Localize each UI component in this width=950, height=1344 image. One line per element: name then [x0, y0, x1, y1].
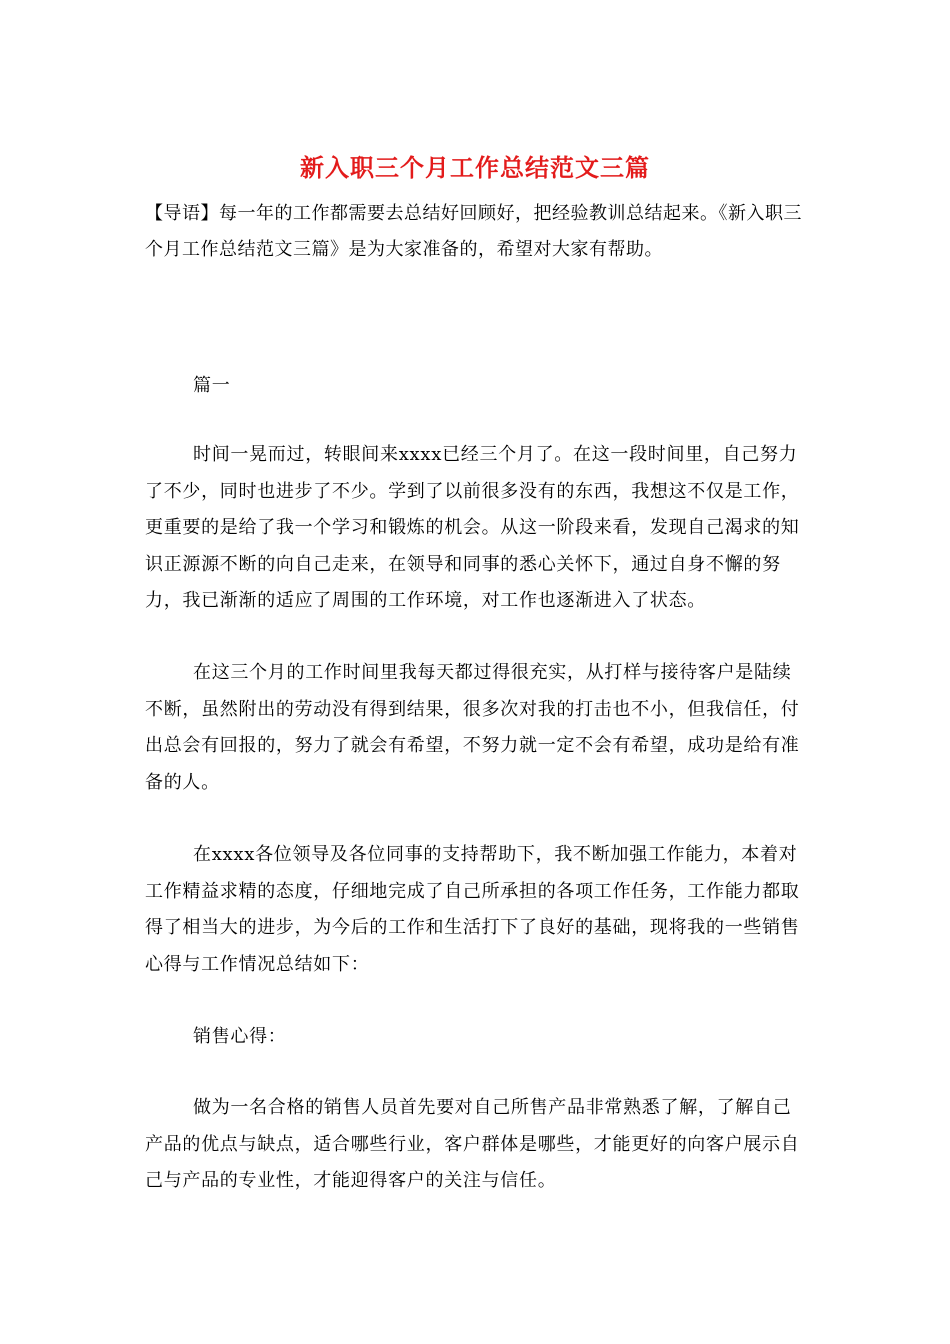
body-paragraph: 在xxxx各位领导及各位同事的支持帮助下，我不断加强工作能力，本着对工作精益求精的态度，仔细地完成了自己所承担的各项工作任务，工作能力都取得了相当大的进步，为今后的工作和生活打下了良好的基础，现将我的一些销售心得与工作情况总结如下：: [145, 844, 800, 975]
intro-paragraph: 【导语】每一年的工作都需要去总结好回顾好，把经验教训总结起来。《新入职三个月工作总结范文三篇》是为大家准备的，希望对大家有帮助。: [145, 203, 802, 260]
body-paragraph: 在这三个月的工作时间里我每天都过得很充实，从打样与接待客户是陆续不断，虽然附出的劳动没有得到结果，很多次对我的打击也不小，但我信任，付出总会有回报的，努力了就会有希望，不努力就一定不会有希望，成功是给有准备的人。: [145, 662, 800, 793]
subsection-heading: 销售心得：: [193, 1026, 287, 1047]
section-heading: 篇一: [193, 375, 231, 396]
body-paragraph: 做为一名合格的销售人员首先要对自己所售产品非常熟悉了解，了解自己产品的优点与缺点，适合哪些行业，客户群体是哪些，才能更好的向客户展示自己与产品的专业性，才能迎得客户的关注与信任。: [145, 1097, 800, 1191]
body-paragraph: 时间一晃而过，转眼间来xxxx已经三个月了。在这一段时间里，自己努力了不少，同时也进步了不少。学到了以前很多没有的东西，我想这不仅是工作，更重要的是给了我一个学习和锻炼的机会。从这一阶段来看，发现自己渴求的知识正源源不断的向自己走来，在领导和同事的悉心关怀下，通过自身不懈的努力，我已渐渐的适应了周围的工作环境，对工作也逐渐进入了状态。: [145, 444, 800, 611]
document-title: 新入职三个月工作总结范文三篇: [300, 153, 650, 182]
